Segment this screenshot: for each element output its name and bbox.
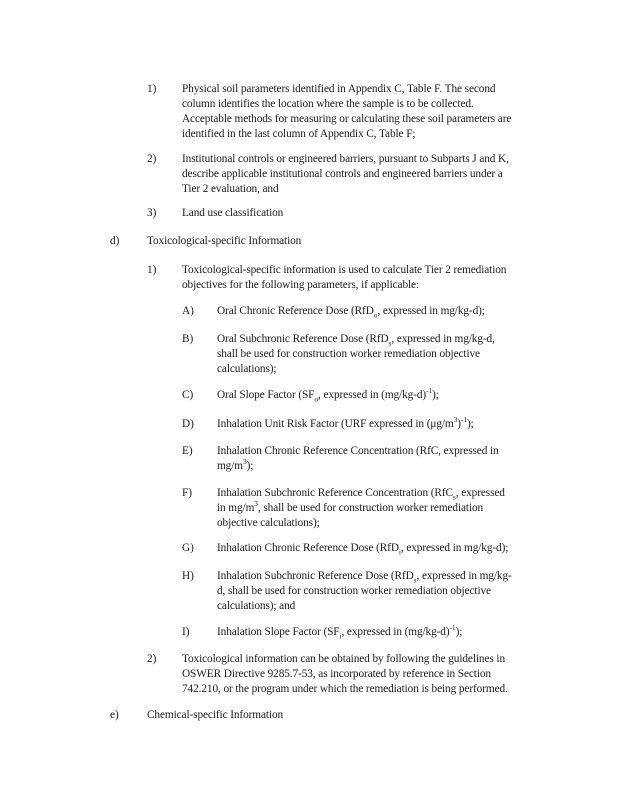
paragraph-line: in $mg/m^3$, shall be used for construction worker remediation bbox=[217, 499, 484, 514]
paragraph-line: Oral Subchronic Reference Dose (RfD$_s$, expressed in mg/kg-d, bbox=[217, 333, 495, 348]
paragraph-line: Tier 2 evaluation, and bbox=[182, 183, 279, 195]
list-letter: F) bbox=[182, 487, 193, 499]
paragraph-line: Oral Chronic Reference Dose (RfD$_o$, expressed in mg/kg-d); bbox=[217, 305, 485, 320]
paragraph-line: Toxicological information can be obtained by following the guidelines in bbox=[182, 653, 505, 665]
paragraph-line: OSWER Directive 9285.7-53, as incorporated by reference in Section bbox=[182, 668, 491, 680]
list-letter: G) bbox=[182, 542, 194, 554]
paragraph-line: Institutional controls or engineered barriers, pursuant to Subparts J and K, bbox=[182, 153, 509, 165]
paragraph-line: describe applicable institutional controls and engineered barriers under a bbox=[182, 168, 503, 180]
paragraph-line: shall be used for construction worker remediation objective bbox=[217, 348, 480, 360]
section-letter: d) bbox=[110, 235, 120, 247]
section-letter: e) bbox=[110, 709, 119, 721]
paragraph-line: Inhalation Chronic Reference Dose (RfD$_i$, expressed in mg/kg-d); bbox=[217, 542, 509, 557]
list-letter: E) bbox=[182, 445, 193, 457]
paragraph-line: $mg/m^3$); bbox=[217, 457, 254, 472]
section-heading: Toxicological-specific Information bbox=[147, 235, 302, 247]
paragraph-line: calculations); bbox=[217, 363, 277, 375]
paragraph-line: Toxicological-specific information is used to calculate Tier 2 remediation bbox=[182, 264, 507, 276]
list-number: 3) bbox=[147, 207, 157, 219]
list-letter: I) bbox=[182, 626, 190, 638]
paragraph-line: Inhalation Slope Factor ($SF_i$, expressed in $(mg/kg-d)^{-1}$); bbox=[217, 623, 463, 641]
list-letter: B) bbox=[182, 333, 194, 345]
paragraph-line: calculations); and bbox=[217, 600, 296, 612]
paragraph-line: column identifies the location where the sample is to be collected. bbox=[182, 98, 474, 110]
section-heading: Chemical-specific Information bbox=[147, 709, 284, 721]
list-letter: D) bbox=[182, 418, 194, 430]
list-number: 1) bbox=[147, 83, 157, 95]
paragraph-line: Inhalation Subchronic Reference Concentration (RfC$_s$, expressed bbox=[217, 487, 505, 502]
paragraph-line: Physical soil parameters identified in Appendix C, Table F. The second bbox=[182, 83, 496, 95]
paragraph-line: Inhalation Chronic Reference Concentration (RfC, expressed in bbox=[217, 445, 499, 457]
paragraph-line: identified in the last column of Appendix C, Table F; bbox=[182, 128, 416, 140]
list-number: 1) bbox=[147, 264, 157, 276]
paragraph-line: 742.210, or the program under which the remediation is being performed. bbox=[182, 683, 508, 695]
paragraph-line: Inhalation Unit Risk Factor (URF expressed in $(\mu g/m^3)^{-1}$); bbox=[217, 415, 474, 430]
paragraph-line: Inhalation Subchronic Reference Dose (RfD$_s$, expressed in mg/kg- bbox=[217, 570, 512, 585]
paragraph-line: Land use classification bbox=[182, 207, 284, 219]
list-letter: H) bbox=[182, 570, 194, 582]
list-letter: A) bbox=[182, 305, 194, 317]
list-number: 2) bbox=[147, 153, 157, 165]
paragraph-line: Oral Slope Factor ($SF_o$, expressed in $(mg/kg-d)^{-1}$); bbox=[217, 386, 439, 404]
paragraph-line: objectives for the following parameters, if applicable: bbox=[182, 279, 419, 291]
paragraph-line: objective calculations); bbox=[217, 517, 320, 529]
list-number: 2) bbox=[147, 653, 157, 665]
paragraph-line: Acceptable methods for measuring or calculating these soil parameters are bbox=[182, 113, 512, 125]
list-letter: C) bbox=[182, 389, 194, 401]
paragraph-line: d, shall be used for construction worker remediation objective bbox=[217, 585, 491, 597]
